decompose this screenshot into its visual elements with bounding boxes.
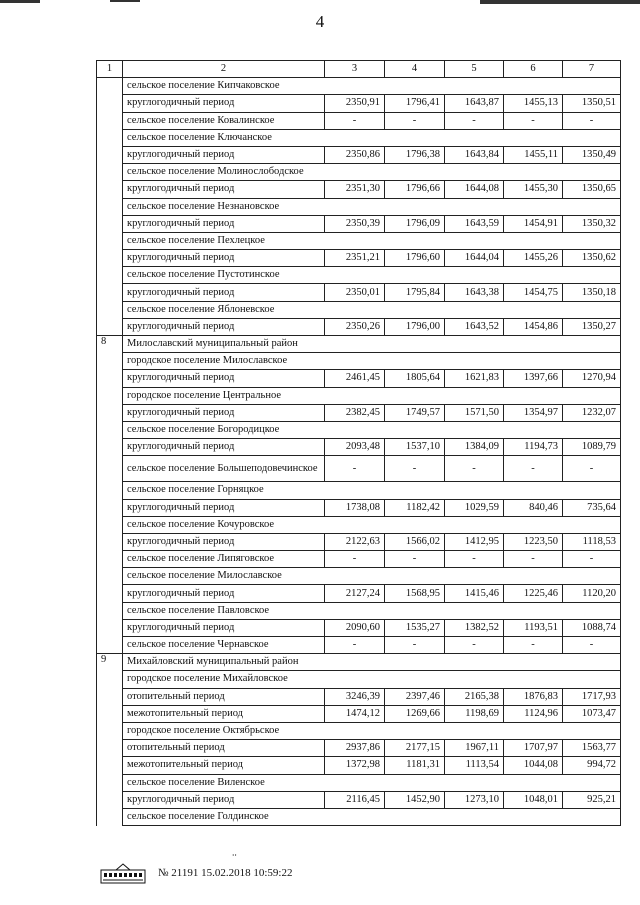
dash-cell: -: [445, 456, 504, 482]
table-header-row: [97, 61, 621, 78]
row-number-cell: [97, 774, 123, 791]
row-label-cell: городское поселение Михайловское: [123, 671, 621, 688]
value-cell-col3: 2351,30: [325, 181, 385, 198]
value-cell-col7: 1350,65: [563, 181, 621, 198]
header-cell-7: 7: [563, 61, 621, 78]
tariff-table: [96, 60, 621, 826]
row-number-cell: [97, 146, 123, 163]
table-row: [97, 654, 621, 671]
table-row: [97, 791, 621, 808]
row-number-cell: [97, 705, 123, 722]
row-number-cell: [97, 808, 123, 825]
value-cell-col7: 1350,32: [563, 215, 621, 232]
row-number-cell: [97, 456, 123, 482]
dash-cell: -: [325, 456, 385, 482]
value-cell-col4: 1537,10: [385, 439, 445, 456]
value-cell-col3: 2116,45: [325, 791, 385, 808]
scan-edge-mark: [110, 0, 140, 2]
value-cell-col5: 1643,59: [445, 215, 504, 232]
row-number-cell: [97, 284, 123, 301]
value-cell-col7: 1088,74: [563, 619, 621, 636]
row-number-cell: 8: [97, 336, 123, 353]
value-cell-col3: 2350,86: [325, 146, 385, 163]
table-row: [97, 516, 621, 533]
row-label-cell: сельское поселение Богородицкое: [123, 421, 621, 438]
row-label-cell: круглогодичный период: [123, 318, 325, 335]
dash-cell: -: [563, 551, 621, 568]
row-label-cell: сельское поселение Милославское: [123, 568, 621, 585]
row-number-cell: [97, 267, 123, 284]
table-row: [97, 284, 621, 301]
value-cell-col6: 1455,13: [504, 95, 563, 112]
value-cell-col7: 1073,47: [563, 705, 621, 722]
row-label-cell: круглогодичный период: [123, 181, 325, 198]
value-cell-col4: 1269,66: [385, 705, 445, 722]
dash-cell: -: [385, 637, 445, 654]
row-number-cell: [97, 181, 123, 198]
row-label-cell: городское поселение Октябрьское: [123, 722, 621, 739]
value-cell-col5: 1412,95: [445, 533, 504, 550]
scan-edge-mark: [480, 0, 640, 4]
row-number-cell: [97, 551, 123, 568]
value-cell-col5: 1643,87: [445, 95, 504, 112]
value-cell-col4: 1796,00: [385, 318, 445, 335]
table-row: [97, 456, 621, 482]
table-row: [97, 774, 621, 791]
row-label-cell: сельское поселение Голдинское: [123, 808, 621, 825]
table-row: [97, 808, 621, 825]
row-number-cell: [97, 112, 123, 129]
value-cell-col5: 1643,84: [445, 146, 504, 163]
value-cell-col4: 1181,31: [385, 757, 445, 774]
table-row: [97, 722, 621, 739]
table-row: [97, 404, 621, 421]
value-cell-col3: 2350,26: [325, 318, 385, 335]
table-row: [97, 232, 621, 249]
row-label-cell: сельское поселение Павловское: [123, 602, 621, 619]
value-cell-col6: 840,46: [504, 499, 563, 516]
table-row: [97, 146, 621, 163]
table-row: [97, 370, 621, 387]
value-cell-col6: 1225,46: [504, 585, 563, 602]
row-label-cell: круглогодичный период: [123, 250, 325, 267]
row-number-cell: [97, 791, 123, 808]
row-label-cell: круглогодичный период: [123, 439, 325, 456]
value-cell-col7: 1232,07: [563, 404, 621, 421]
value-cell-col4: 1796,66: [385, 181, 445, 198]
row-label-cell: сельское поселение Горняцкое: [123, 482, 621, 499]
dash-cell: -: [385, 112, 445, 129]
table-row: [97, 421, 621, 438]
table-row: [97, 353, 621, 370]
value-cell-col6: 1454,91: [504, 215, 563, 232]
value-cell-col4: 2397,46: [385, 688, 445, 705]
dash-cell: -: [385, 551, 445, 568]
value-cell-col6: 1354,97: [504, 404, 563, 421]
row-label-cell: сельское поселение Большеподовечинское: [123, 456, 325, 482]
row-number-cell: [97, 637, 123, 654]
value-cell-col7: 1120,20: [563, 585, 621, 602]
dash-cell: -: [504, 112, 563, 129]
row-label-cell: городское поселение Милославское: [123, 353, 621, 370]
value-cell-col6: 1397,66: [504, 370, 563, 387]
value-cell-col4: 1568,95: [385, 585, 445, 602]
value-cell-col5: 1621,83: [445, 370, 504, 387]
value-cell-col3: 2937,86: [325, 740, 385, 757]
table-row: [97, 619, 621, 636]
dash-cell: -: [563, 112, 621, 129]
row-number-cell: [97, 318, 123, 335]
document-registration-text: № 21191 15.02.2018 10:59:22: [158, 867, 293, 879]
value-cell-col4: 1182,42: [385, 499, 445, 516]
value-cell-col7: 1350,27: [563, 318, 621, 335]
value-cell-col3: 2090,60: [325, 619, 385, 636]
value-cell-col5: 1644,04: [445, 250, 504, 267]
value-cell-col4: 2177,15: [385, 740, 445, 757]
row-label-cell: круглогодичный период: [123, 791, 325, 808]
table-row: [97, 336, 621, 353]
row-number-cell: [97, 301, 123, 318]
scan-dot-mark: ⸱⸱: [232, 850, 237, 860]
table-row: [97, 705, 621, 722]
value-cell-col3: 3246,39: [325, 688, 385, 705]
table-row: [97, 301, 621, 318]
row-number-cell: [97, 757, 123, 774]
row-number-cell: [97, 78, 123, 95]
table-row: [97, 551, 621, 568]
row-number-cell: [97, 602, 123, 619]
value-cell-col5: 1967,11: [445, 740, 504, 757]
value-cell-col6: 1048,01: [504, 791, 563, 808]
row-number-cell: 9: [97, 654, 123, 671]
table-row: [97, 637, 621, 654]
value-cell-col7: 1270,94: [563, 370, 621, 387]
value-cell-col5: 1029,59: [445, 499, 504, 516]
table-row: [97, 688, 621, 705]
value-cell-col5: 1415,46: [445, 585, 504, 602]
value-cell-col5: 1198,69: [445, 705, 504, 722]
table-body: [97, 78, 621, 826]
row-number-cell: [97, 198, 123, 215]
row-label-cell: круглогодичный период: [123, 95, 325, 112]
row-label-cell: круглогодичный период: [123, 284, 325, 301]
value-cell-col6: 1876,83: [504, 688, 563, 705]
row-number-cell: [97, 439, 123, 456]
row-label-cell: круглогодичный период: [123, 146, 325, 163]
value-cell-col5: 1644,08: [445, 181, 504, 198]
value-cell-col4: 1796,60: [385, 250, 445, 267]
value-cell-col5: 1273,10: [445, 791, 504, 808]
row-label-cell: отопительный период: [123, 688, 325, 705]
table-row: [97, 757, 621, 774]
dash-cell: -: [504, 551, 563, 568]
value-cell-col7: 1350,18: [563, 284, 621, 301]
value-cell-col7: 1563,77: [563, 740, 621, 757]
row-number-cell: [97, 129, 123, 146]
row-label-cell: сельское поселение Кипчаковское: [123, 78, 621, 95]
row-label-cell: сельское поселение Пехлецкое: [123, 232, 621, 249]
row-number-cell: [97, 250, 123, 267]
value-cell-col6: 1454,75: [504, 284, 563, 301]
row-label-cell: круглогодичный период: [123, 585, 325, 602]
table-row: [97, 198, 621, 215]
row-label-cell: круглогодичный период: [123, 619, 325, 636]
dash-cell: -: [445, 551, 504, 568]
value-cell-col7: 1350,51: [563, 95, 621, 112]
value-cell-col3: 2350,01: [325, 284, 385, 301]
row-label-cell: межотопительный период: [123, 757, 325, 774]
value-cell-col5: 1643,38: [445, 284, 504, 301]
row-number-cell: [97, 688, 123, 705]
header-cell-3: 3: [325, 61, 385, 78]
value-cell-col7: 925,21: [563, 791, 621, 808]
value-cell-col6: 1707,97: [504, 740, 563, 757]
row-number-cell: [97, 740, 123, 757]
row-number-cell: [97, 370, 123, 387]
value-cell-col5: 1384,09: [445, 439, 504, 456]
value-cell-col4: 1535,27: [385, 619, 445, 636]
row-label-cell: сельское поселение Ключанское: [123, 129, 621, 146]
row-number-cell: [97, 387, 123, 404]
value-cell-col7: 1717,93: [563, 688, 621, 705]
row-number-cell: [97, 533, 123, 550]
value-cell-col4: 1749,57: [385, 404, 445, 421]
row-number-cell: [97, 585, 123, 602]
value-cell-col7: 1350,49: [563, 146, 621, 163]
row-label-cell: круглогодичный период: [123, 215, 325, 232]
header-cell-5: 5: [445, 61, 504, 78]
value-cell-col5: 1643,52: [445, 318, 504, 335]
table-row: [97, 112, 621, 129]
row-label-cell: сельское поселение Виленское: [123, 774, 621, 791]
row-label-cell: круглогодичный период: [123, 499, 325, 516]
table-row: [97, 740, 621, 757]
table-row: [97, 95, 621, 112]
value-cell-col4: 1796,41: [385, 95, 445, 112]
page-number: 4: [315, 12, 325, 31]
value-cell-col3: 1738,08: [325, 499, 385, 516]
value-cell-col7: 994,72: [563, 757, 621, 774]
value-cell-col3: 2351,21: [325, 250, 385, 267]
row-number-cell: [97, 516, 123, 533]
table-row: [97, 568, 621, 585]
row-number-cell: [97, 499, 123, 516]
table-row: [97, 250, 621, 267]
value-cell-col4: 1796,38: [385, 146, 445, 163]
value-cell-col4: 1566,02: [385, 533, 445, 550]
row-label-cell: сельское поселение Ковалинское: [123, 112, 325, 129]
row-number-cell: [97, 95, 123, 112]
value-cell-col3: 1474,12: [325, 705, 385, 722]
value-cell-col7: 1118,53: [563, 533, 621, 550]
row-label-cell: сельское поселение Пустотинское: [123, 267, 621, 284]
value-cell-col5: 1571,50: [445, 404, 504, 421]
dash-cell: -: [325, 551, 385, 568]
value-cell-col6: 1455,26: [504, 250, 563, 267]
row-number-cell: [97, 353, 123, 370]
row-number-cell: [97, 482, 123, 499]
value-cell-col3: 2122,63: [325, 533, 385, 550]
row-number-cell: [97, 568, 123, 585]
value-cell-col4: 1805,64: [385, 370, 445, 387]
header-cell-6: 6: [504, 61, 563, 78]
value-cell-col6: 1455,11: [504, 146, 563, 163]
dash-cell: -: [445, 112, 504, 129]
row-label-cell: отопительный период: [123, 740, 325, 757]
value-cell-col5: 1113,54: [445, 757, 504, 774]
table-row: [97, 585, 621, 602]
dash-cell: -: [445, 637, 504, 654]
row-number-cell: [97, 619, 123, 636]
value-cell-col6: 1124,96: [504, 705, 563, 722]
value-cell-col4: 1795,84: [385, 284, 445, 301]
value-cell-col6: 1454,86: [504, 318, 563, 335]
table-row: [97, 482, 621, 499]
table-row: [97, 439, 621, 456]
dash-cell: -: [385, 456, 445, 482]
row-label-cell: круглогодичный период: [123, 370, 325, 387]
scan-edge-mark: [0, 0, 40, 3]
dash-cell: -: [325, 637, 385, 654]
row-number-cell: [97, 164, 123, 181]
header-cell-4: 4: [385, 61, 445, 78]
table-row: [97, 533, 621, 550]
value-cell-col6: 1044,08: [504, 757, 563, 774]
table-row: [97, 181, 621, 198]
value-cell-col3: 2382,45: [325, 404, 385, 421]
dash-cell: -: [504, 637, 563, 654]
dash-cell: -: [563, 637, 621, 654]
row-label-cell: Михайловский муниципальный район: [123, 654, 621, 671]
value-cell-col6: 1194,73: [504, 439, 563, 456]
table-row: [97, 78, 621, 95]
value-cell-col3: 2461,45: [325, 370, 385, 387]
row-label-cell: сельское поселение Яблоневское: [123, 301, 621, 318]
value-cell-col6: 1223,50: [504, 533, 563, 550]
row-label-cell: круглогодичный период: [123, 533, 325, 550]
document-footer: [100, 862, 292, 884]
table-row: [97, 129, 621, 146]
row-label-cell: сельское поселение Чернавское: [123, 637, 325, 654]
table-row: [97, 318, 621, 335]
table-row: [97, 671, 621, 688]
row-number-cell: [97, 215, 123, 232]
value-cell-col3: 2127,24: [325, 585, 385, 602]
value-cell-col5: 2165,38: [445, 688, 504, 705]
header-cell-2: 2: [123, 61, 325, 78]
table-row: [97, 602, 621, 619]
table-row: [97, 499, 621, 516]
row-label-cell: сельское поселение Липяговское: [123, 551, 325, 568]
dash-cell: -: [504, 456, 563, 482]
value-cell-col7: 1089,79: [563, 439, 621, 456]
value-cell-col6: 1193,51: [504, 619, 563, 636]
row-label-cell: круглогодичный период: [123, 404, 325, 421]
table-row: [97, 215, 621, 232]
row-number-cell: [97, 722, 123, 739]
value-cell-col7: 1350,62: [563, 250, 621, 267]
dash-cell: -: [563, 456, 621, 482]
table-row: [97, 387, 621, 404]
value-cell-col3: 2350,39: [325, 215, 385, 232]
row-number-cell: [97, 232, 123, 249]
value-cell-col4: 1452,90: [385, 791, 445, 808]
value-cell-col3: 2093,48: [325, 439, 385, 456]
row-number-cell: [97, 671, 123, 688]
row-label-cell: межотопительный период: [123, 705, 325, 722]
value-cell-col6: 1455,30: [504, 181, 563, 198]
value-cell-col5: 1382,52: [445, 619, 504, 636]
row-number-cell: [97, 421, 123, 438]
value-cell-col3: 2350,91: [325, 95, 385, 112]
row-label-cell: сельское поселение Молинослободское: [123, 164, 621, 181]
dash-cell: -: [325, 112, 385, 129]
table-row: [97, 164, 621, 181]
row-label-cell: Милославский муниципальный район: [123, 336, 621, 353]
row-label-cell: сельское поселение Кочуровское: [123, 516, 621, 533]
row-number-cell: [97, 404, 123, 421]
value-cell-col7: 735,64: [563, 499, 621, 516]
row-label-cell: городское поселение Центральное: [123, 387, 621, 404]
row-label-cell: сельское поселение Незнановское: [123, 198, 621, 215]
value-cell-col4: 1796,09: [385, 215, 445, 232]
value-cell-col3: 1372,98: [325, 757, 385, 774]
document-stamp-icon: [100, 862, 146, 884]
table-row: [97, 267, 621, 284]
header-cell-1: 1: [97, 61, 123, 78]
